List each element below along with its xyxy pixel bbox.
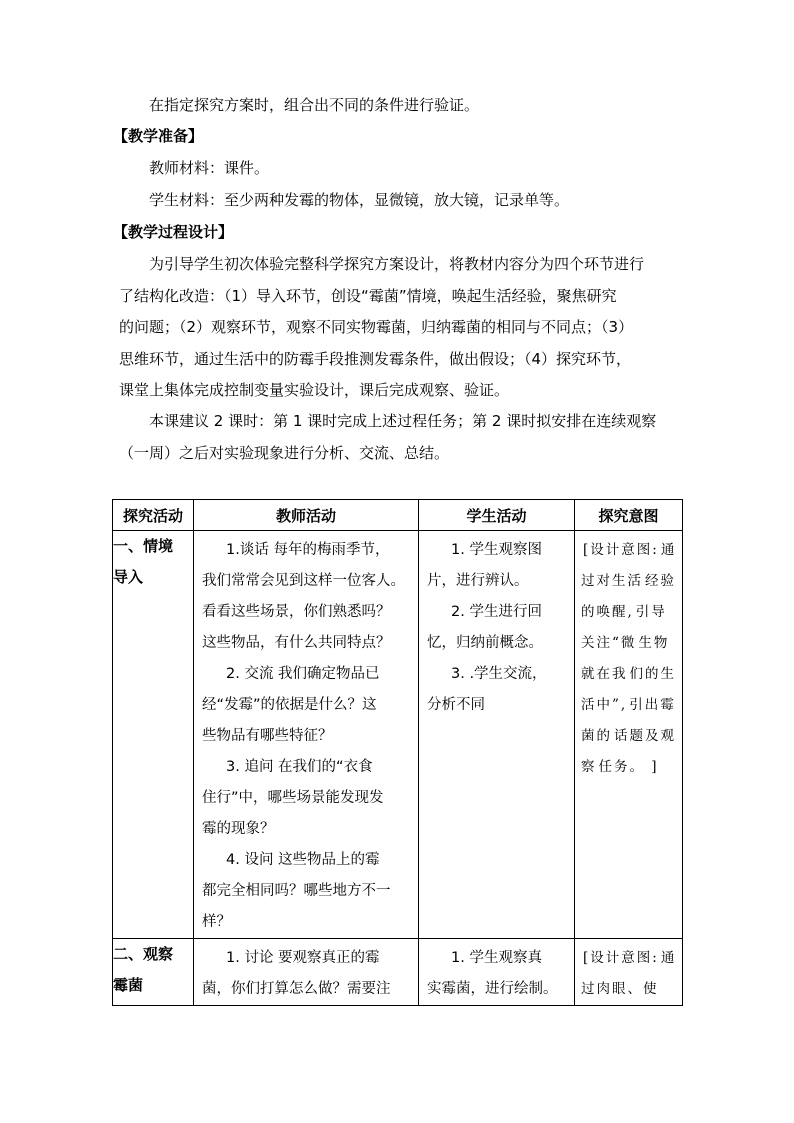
process-line: 为引导学生初次体验完整科学探究方案设计，将教材内容分为四个环节进行 xyxy=(149,255,645,273)
intent-cell xyxy=(575,531,683,939)
cell-line: 通过肉眼、使 xyxy=(581,950,677,997)
cell-line: [设计意图: xyxy=(583,542,659,558)
cell-line: 霉的现象？ xyxy=(202,821,275,837)
table-header-row xyxy=(113,500,683,531)
header-teacher: 教师活动 xyxy=(194,500,419,531)
table-row xyxy=(113,531,683,939)
teacher-cell xyxy=(194,531,419,939)
cell-line: 1. 讨论 要观察真正的霉 xyxy=(226,950,380,966)
process-paragraph-1 xyxy=(119,249,679,407)
cell-line: 分析不同 xyxy=(427,697,485,713)
cell-line: 经验的唤醒, xyxy=(581,573,676,620)
cell-line: 这些物品，有什么共同特点？ xyxy=(202,635,391,651)
cell-line: 引出霉菌的 xyxy=(581,697,676,744)
intro-paragraph xyxy=(119,90,679,122)
header-intent: 探究意图 xyxy=(575,500,683,531)
teacher-cell xyxy=(194,939,419,1006)
teacher-materials-text: 教师材料：课件。 xyxy=(149,159,270,177)
student-cell xyxy=(419,939,575,1006)
cell-line: 片，进行辨认。 xyxy=(427,573,529,589)
activity-label: 霉菌 xyxy=(113,976,144,994)
cell-line: 1. 学生观察真 xyxy=(451,950,542,966)
prep-heading: 【教学准备】 xyxy=(113,127,204,145)
student-materials-text: 学生材料：至少两种发霉的物体，显微镜，放大镜，记录单等。 xyxy=(149,191,570,209)
table-row xyxy=(113,939,683,1006)
cell-line: 话题及观察 xyxy=(581,728,676,775)
cell-line: 看看这些场景，你们熟悉吗？ xyxy=(202,604,391,620)
cell-line: 引导关注“微 xyxy=(581,604,667,651)
process-line: 思维环节，通过生活中的防霉手段推测发霉条件，做出假设；（4）探究环节， xyxy=(119,349,632,368)
process-line: 的问题；（2）观察环节，观察不同实物霉菌，归纳霉菌的相同与不同点；（3） xyxy=(119,318,634,336)
cell-line: 我们常常会见到这样一位客人。 xyxy=(202,573,405,589)
activity-label: 二、观察 xyxy=(113,945,174,963)
cell-line: 们的生活中”, xyxy=(581,666,676,713)
student-cell xyxy=(419,531,575,939)
cell-line: 些物品有哪些特征？ xyxy=(202,728,333,744)
student-lines xyxy=(419,531,574,721)
prep-student-materials xyxy=(119,185,679,217)
process-line: 课堂上集体完成控制变量实验设计，课后完成观察、验证。 xyxy=(119,381,510,399)
lesson-plan-table xyxy=(112,499,683,1006)
cell-line: 经“发霉”的依据是什么？这 xyxy=(202,697,377,713)
cell-line: 样？ xyxy=(202,914,231,930)
cell-line: 2. 学生进行回 xyxy=(451,604,542,620)
cell-line: 1. 学生观察图 xyxy=(451,542,542,558)
header-activity: 探究活动 xyxy=(113,500,194,531)
cell-line: 3. 追问 在我们的“衣食 xyxy=(226,759,373,775)
cell-line: 实霉菌，进行绘制。 xyxy=(427,981,558,997)
cell-line: 2. 交流 我们确定物品已 xyxy=(226,666,380,682)
process-heading: 【教学过程设计】 xyxy=(113,223,234,241)
cell-line: 任务。 ] xyxy=(598,759,659,775)
cell-line: 1.谈话 每年的梅雨季节， xyxy=(226,542,390,558)
cell-line: 生物就在我 xyxy=(581,635,670,682)
cell-line: 通过对生活 xyxy=(581,542,677,589)
intent-cell xyxy=(575,939,683,1006)
teacher-lines xyxy=(194,531,418,938)
process-line: （一周）之后对实验现象进行分析、交流、总结。 xyxy=(119,443,450,462)
process-line: 本课建议 2 课时：第 1 课时完成上述过程任务；第 2 课时拟安排在连续观察 xyxy=(149,412,657,430)
prep-teacher-materials xyxy=(119,153,679,185)
activity-label: 一、情境 xyxy=(113,537,174,555)
activity-cell xyxy=(113,939,194,1006)
intent-lines xyxy=(575,531,682,783)
student-lines xyxy=(419,939,574,1005)
cell-line: 菌，你们打算怎么做？需要注 xyxy=(202,981,391,997)
intro-line: 在指定探究方案时，组合出不同的条件进行验证。 xyxy=(149,96,480,114)
process-line: 了结构化改造：（1）导入环节，创设“霉菌”情境，唤起生活经验，聚焦研究 xyxy=(119,286,617,305)
cell-line: [设计意图: xyxy=(583,950,659,966)
header-student: 学生活动 xyxy=(419,500,575,531)
cell-line: 4. 设问 这些物品上的霉 xyxy=(226,852,380,868)
intent-lines xyxy=(575,939,682,1005)
teacher-lines xyxy=(194,939,418,1005)
cell-line: 都完全相同吗？哪些地方不一 xyxy=(202,883,391,899)
activity-label: 导入 xyxy=(113,568,144,586)
process-paragraph-2 xyxy=(119,406,679,469)
cell-line: 住行”中，哪些场景能发现发 xyxy=(202,790,384,806)
cell-line: 忆，归纳前概念。 xyxy=(427,635,543,651)
cell-line: 3. .学生交流， xyxy=(451,666,547,682)
activity-cell xyxy=(113,531,194,939)
